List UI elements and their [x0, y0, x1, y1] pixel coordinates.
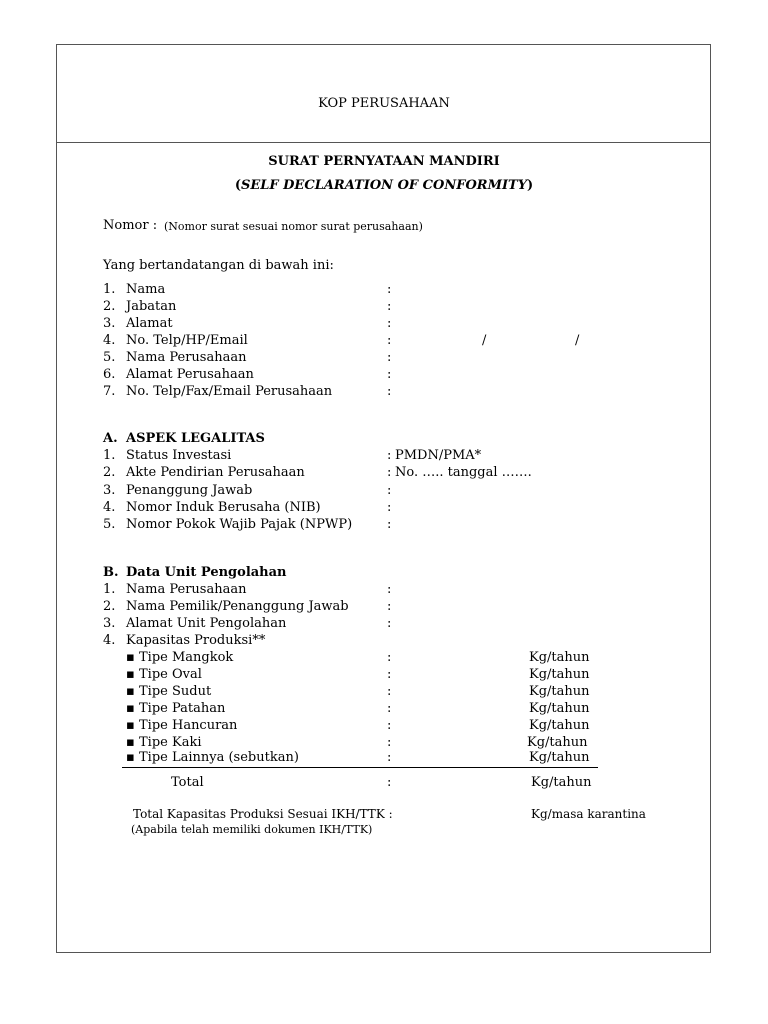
unit-label: Nama Pemilik/Penanggung Jawab	[126, 599, 349, 614]
capacity-unit: Kg/tahun	[529, 701, 590, 716]
nomor-hint: (Nomor surat sesuai nomor surat perusahaan)	[164, 220, 423, 233]
intro-text: Yang bertandatangan di bawah ini:	[103, 258, 334, 273]
bullet-icon: ▪	[126, 718, 135, 733]
unit-label: Kapasitas Produksi**	[126, 633, 266, 648]
capacity-label: Tipe Hancuran	[139, 718, 238, 733]
identity-num: 3.	[103, 316, 116, 331]
document-subtitle: (SELF DECLARATION OF CONFORMITY)	[234, 178, 534, 193]
legal-label: Status Investasi	[126, 448, 232, 463]
identity-label: No. Telp/Fax/Email Perusahaan	[126, 384, 333, 399]
capacity-unit: Kg/tahun	[529, 684, 590, 699]
identity-label: Nama Perusahaan	[126, 350, 247, 365]
capacity-label: Tipe Oval	[139, 667, 202, 682]
capacity-unit: Kg/tahun	[529, 718, 590, 733]
unit-colon: :	[387, 599, 392, 614]
capacity-colon: :	[387, 718, 392, 733]
identity-label: Jabatan	[126, 299, 177, 314]
legal-num: 2.	[103, 465, 116, 480]
letterhead-placeholder: KOP PERUSAHAAN	[318, 96, 450, 111]
capacity-label: Tipe Mangkok	[139, 650, 234, 665]
legal-colon: :	[387, 465, 392, 480]
legal-label: Nomor Induk Berusaha (NIB)	[126, 500, 321, 515]
legal-num: 1.	[103, 448, 116, 463]
identity-colon: :	[387, 299, 392, 314]
capacity-colon: :	[387, 650, 392, 665]
capacity-colon: :	[387, 684, 392, 699]
nomor-label: Nomor :	[103, 218, 158, 233]
total-unit: Kg/tahun	[531, 775, 592, 790]
identity-num: 4.	[103, 333, 116, 348]
capacity-unit: Kg/tahun	[527, 735, 588, 750]
contact-separator: /	[482, 333, 487, 348]
capacity-unit: Kg/tahun	[529, 750, 590, 765]
identity-colon: :	[387, 367, 392, 382]
legal-num: 3.	[103, 483, 116, 498]
bullet-icon: ▪	[126, 750, 135, 765]
unit-num: 2.	[103, 599, 116, 614]
bullet-icon: ▪	[126, 735, 135, 750]
legal-colon: :	[387, 483, 392, 498]
ikh-note: (Apabila telah memiliki dokumen IKH/TTK)	[131, 823, 373, 836]
identity-num: 5.	[103, 350, 116, 365]
capacity-colon: :	[387, 701, 392, 716]
legal-colon: :	[387, 517, 392, 532]
bullet-icon: ▪	[126, 701, 135, 716]
section-a-letter: A.	[103, 431, 118, 446]
unit-colon: :	[387, 582, 392, 597]
identity-colon: :	[387, 384, 392, 399]
ikh-label: Total Kapasitas Produksi Sesuai IKH/TTK :	[133, 807, 393, 821]
capacity-colon: :	[387, 735, 392, 750]
capacity-label: Tipe Patahan	[139, 701, 226, 716]
section-a-title: ASPEK LEGALITAS	[126, 431, 265, 446]
document-title: SURAT PERNYATAAN MANDIRI	[268, 154, 500, 169]
unit-num: 3.	[103, 616, 116, 631]
legal-colon: :	[387, 448, 392, 463]
legal-num: 4.	[103, 500, 116, 515]
identity-colon: :	[387, 316, 392, 331]
unit-num: 4.	[103, 633, 116, 648]
capacity-unit: Kg/tahun	[529, 667, 590, 682]
letterhead-divider	[56, 142, 711, 143]
capacity-colon: :	[387, 750, 392, 765]
unit-label: Alamat Unit Pengolahan	[126, 616, 287, 631]
bullet-icon: ▪	[126, 667, 135, 682]
legal-label: Nomor Pokok Wajib Pajak (NPWP)	[126, 517, 353, 532]
bullet-icon: ▪	[126, 650, 135, 665]
contact-separator: /	[575, 333, 580, 348]
identity-num: 1.	[103, 282, 116, 297]
identity-num: 7.	[103, 384, 116, 399]
unit-num: 1.	[103, 582, 116, 597]
section-b-title: Data Unit Pengolahan	[126, 565, 287, 580]
total-label: Total	[171, 775, 204, 790]
identity-label: Alamat	[126, 316, 173, 331]
identity-colon: :	[387, 282, 392, 297]
legal-label: Penanggung Jawab	[126, 483, 253, 498]
capacity-label: Tipe Kaki	[139, 735, 202, 750]
identity-num: 2.	[103, 299, 116, 314]
identity-label: Nama	[126, 282, 166, 297]
total-colon: :	[387, 775, 392, 790]
bullet-icon: ▪	[126, 684, 135, 699]
total-rule	[122, 767, 598, 768]
identity-label: No. Telp/HP/Email	[126, 333, 248, 348]
legal-value: PMDN/PMA*	[395, 448, 482, 463]
ikh-unit: Kg/masa karantina	[531, 807, 646, 821]
unit-label: Nama Perusahaan	[126, 582, 247, 597]
capacity-unit: Kg/tahun	[529, 650, 590, 665]
legal-colon: :	[387, 500, 392, 515]
identity-colon: :	[387, 350, 392, 365]
identity-label: Alamat Perusahaan	[126, 367, 254, 382]
legal-label: Akte Pendirian Perusahaan	[126, 465, 305, 480]
capacity-colon: :	[387, 667, 392, 682]
legal-value: No. ….. tanggal …….	[395, 465, 532, 480]
legal-num: 5.	[103, 517, 116, 532]
capacity-label: Tipe Lainnya (sebutkan)	[139, 750, 299, 765]
capacity-label: Tipe Sudut	[139, 684, 212, 699]
identity-num: 6.	[103, 367, 116, 382]
identity-colon: :	[387, 333, 392, 348]
section-b-letter: B.	[103, 565, 119, 580]
unit-colon: :	[387, 616, 392, 631]
